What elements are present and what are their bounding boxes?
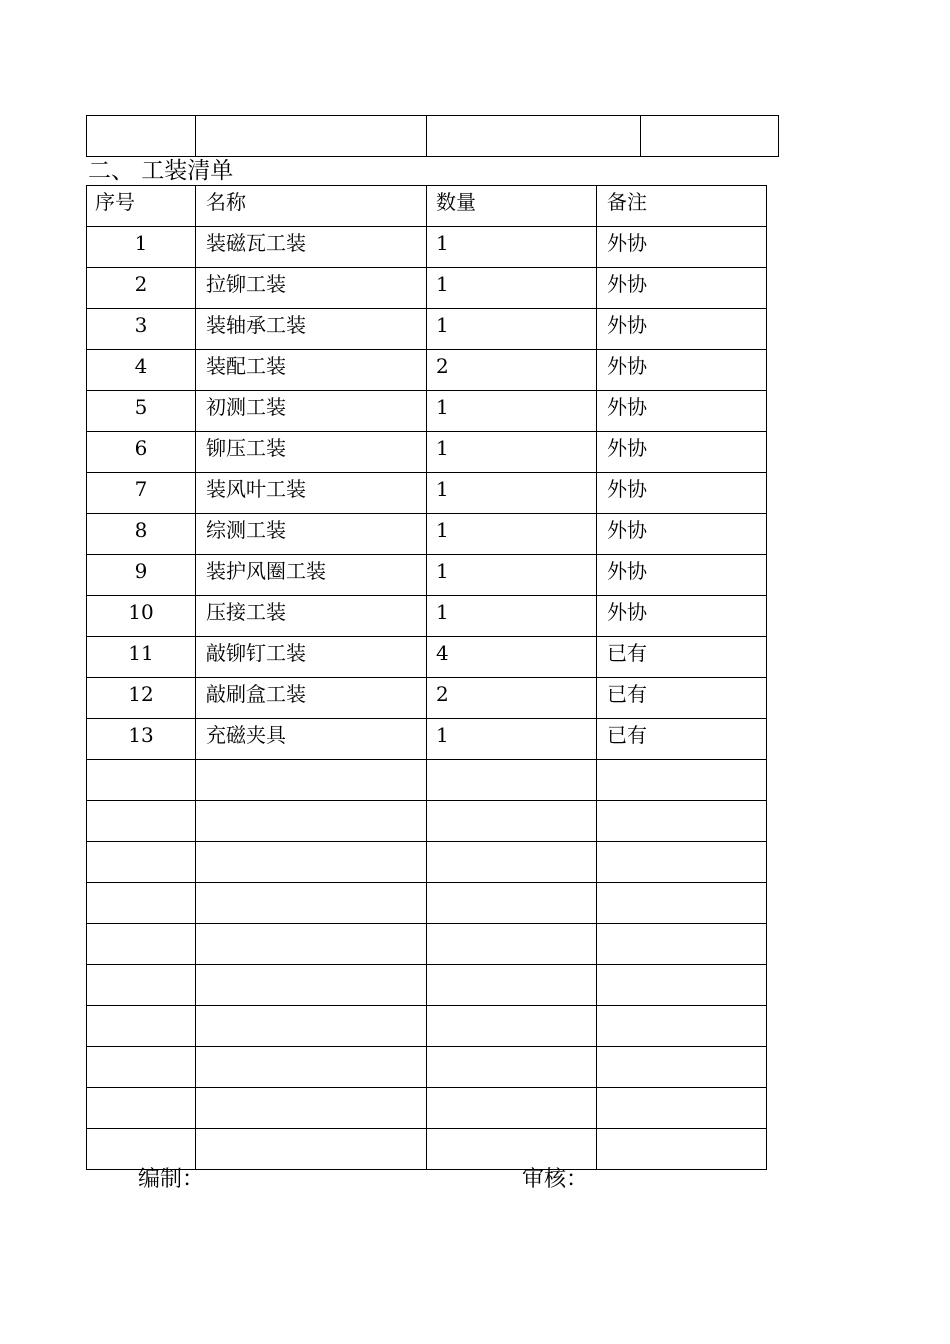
cell-no <box>87 719 196 760</box>
cell-remark-text: 外协 <box>607 231 647 255</box>
cell-no-text <box>87 801 195 806</box>
cell-remark <box>597 309 767 350</box>
cell-remark-text: 外协 <box>607 518 647 542</box>
cell-remark <box>597 924 767 965</box>
cell-qty-text: 1 <box>436 231 449 255</box>
cell-qty-text <box>427 1088 596 1093</box>
cell-name-text <box>196 965 426 970</box>
cell-no <box>87 678 196 719</box>
reviewed-by-label: 审核： <box>522 1167 589 1192</box>
cell-no <box>87 842 196 883</box>
cell-no-text: 4 <box>134 354 148 378</box>
cell-no <box>87 268 196 309</box>
cell-remark <box>597 1088 767 1129</box>
cell-name-text: 初测工装 <box>206 395 286 419</box>
table-row <box>87 1088 767 1129</box>
cell-name <box>196 883 427 924</box>
cell-no <box>87 637 196 678</box>
cell-name-text <box>196 1047 426 1052</box>
table-row <box>87 965 767 1006</box>
cell-no-text: 2 <box>134 272 148 296</box>
cell-name-text: 装磁瓦工装 <box>206 231 306 255</box>
header-qty-label: 数量 <box>436 190 476 214</box>
cell-qty <box>427 227 597 268</box>
cell-remark <box>597 965 767 1006</box>
cell-qty <box>427 473 597 514</box>
cell-remark-text: 外协 <box>607 313 647 337</box>
cell-qty-text: 1 <box>436 436 449 460</box>
cell-no <box>87 965 196 1006</box>
table-cell <box>87 116 196 157</box>
cell-no <box>87 514 196 555</box>
cell-no <box>87 432 196 473</box>
cell-no-text: 7 <box>134 477 148 501</box>
cell-qty-text <box>427 924 596 929</box>
cell-no <box>87 1129 196 1170</box>
table-cell <box>196 116 427 157</box>
cell-name <box>196 227 427 268</box>
cell-remark-text <box>597 924 766 929</box>
cell-remark <box>597 1129 767 1170</box>
cell-qty <box>427 883 597 924</box>
cell-remark <box>597 555 767 596</box>
cell-remark <box>597 268 767 309</box>
cell-remark <box>597 473 767 514</box>
cell-no-text: 12 <box>128 682 154 706</box>
cell-qty-text <box>427 1129 596 1134</box>
cell-remark <box>597 842 767 883</box>
cell-remark-text: 外协 <box>607 436 647 460</box>
cell-name <box>196 719 427 760</box>
table-row <box>87 432 767 473</box>
cell-qty <box>427 801 597 842</box>
cell-name-text <box>196 760 426 765</box>
cell-no <box>87 555 196 596</box>
cell-name-text: 压接工装 <box>206 600 286 624</box>
header-no-label: 序号 <box>95 190 135 214</box>
cell-remark-text <box>597 1129 766 1134</box>
cell-remark-text: 外协 <box>607 477 647 501</box>
cell-no-text: 9 <box>134 559 148 583</box>
cell-qty <box>427 514 597 555</box>
cell-no <box>87 596 196 637</box>
cell-remark <box>597 637 767 678</box>
cell-qty <box>427 391 597 432</box>
header-remark <box>597 186 767 227</box>
cell-no-text <box>87 1006 195 1011</box>
cell-qty <box>427 555 597 596</box>
cell-remark <box>597 719 767 760</box>
cell-name-text: 敲刷盒工装 <box>206 682 306 706</box>
cell-no-text: 6 <box>134 436 148 460</box>
cell-remark <box>597 391 767 432</box>
cell-name <box>196 309 427 350</box>
cell-qty <box>427 924 597 965</box>
cell-qty <box>427 1047 597 1088</box>
table-row <box>87 350 767 391</box>
cell-remark <box>597 1006 767 1047</box>
cell-remark <box>597 801 767 842</box>
cell-remark <box>597 514 767 555</box>
table-row <box>87 391 767 432</box>
cell-name <box>196 432 427 473</box>
cell-remark-text <box>597 842 766 847</box>
cell-name-text: 拉铆工装 <box>206 272 286 296</box>
cell-qty-text <box>427 1006 596 1011</box>
cell-remark-text <box>597 801 766 806</box>
cell-no <box>87 391 196 432</box>
table-row <box>87 883 767 924</box>
cell-name-text: 铆压工装 <box>206 436 286 460</box>
cell-no <box>87 350 196 391</box>
cell-remark-text: 已有 <box>607 682 647 706</box>
cell-no-text <box>87 842 195 847</box>
cell-name <box>196 596 427 637</box>
header-name-label: 名称 <box>206 190 246 214</box>
cell-name-text <box>196 883 426 888</box>
cell-qty-text: 1 <box>436 313 449 337</box>
cell-remark <box>597 227 767 268</box>
cell-no-text <box>87 1047 195 1052</box>
cell-name-text <box>196 1006 426 1011</box>
cell-name <box>196 637 427 678</box>
cell-qty <box>427 678 597 719</box>
cell-name-text: 装风叶工装 <box>206 477 306 501</box>
cell-name <box>196 1129 427 1170</box>
cell-no <box>87 883 196 924</box>
cell-qty <box>427 1006 597 1047</box>
cell-name <box>196 678 427 719</box>
table-row <box>87 1047 767 1088</box>
table-row <box>87 719 767 760</box>
cell-qty-text: 1 <box>436 723 449 747</box>
header-no <box>87 186 196 227</box>
header-name <box>196 186 427 227</box>
cell-name <box>196 965 427 1006</box>
cell-qty-text: 1 <box>436 559 449 583</box>
cell-no-text: 10 <box>128 600 154 624</box>
cell-name-text <box>196 1129 426 1134</box>
previous-table-fragment <box>86 115 779 157</box>
cell-no-text <box>87 883 195 888</box>
cell-no <box>87 309 196 350</box>
cell-qty-text: 2 <box>436 682 449 706</box>
cell-remark <box>597 760 767 801</box>
cell-qty-text: 1 <box>436 395 449 419</box>
cell-qty-text: 2 <box>436 354 449 378</box>
cell-remark <box>597 883 767 924</box>
section-title: 二、 工装清单 <box>88 158 234 184</box>
cell-remark <box>597 596 767 637</box>
cell-qty-text: 1 <box>436 600 449 624</box>
cell-no <box>87 473 196 514</box>
table-row <box>87 801 767 842</box>
cell-name-text: 装配工装 <box>206 354 286 378</box>
cell-no-text <box>87 924 195 929</box>
cell-name <box>196 473 427 514</box>
cell-qty <box>427 350 597 391</box>
cell-name-text: 综测工装 <box>206 518 286 542</box>
table-row <box>87 842 767 883</box>
cell-name <box>196 760 427 801</box>
cell-qty-text <box>427 801 596 806</box>
table-cell <box>641 116 779 157</box>
cell-no-text <box>87 1129 195 1134</box>
table-row <box>87 596 767 637</box>
header-qty <box>427 186 597 227</box>
cell-qty-text: 1 <box>436 477 449 501</box>
cell-name <box>196 801 427 842</box>
cell-name-text: 装护风圈工装 <box>206 559 326 583</box>
cell-remark-text <box>597 1047 766 1052</box>
cell-qty-text <box>427 883 596 888</box>
table-row <box>87 514 767 555</box>
cell-qty <box>427 309 597 350</box>
table-row <box>87 268 767 309</box>
tooling-list-table <box>86 185 767 1170</box>
cell-no <box>87 1088 196 1129</box>
cell-name-text <box>196 1088 426 1093</box>
cell-name <box>196 555 427 596</box>
cell-remark-text: 外协 <box>607 559 647 583</box>
cell-name-text: 敲铆钉工装 <box>206 641 306 665</box>
table-row <box>87 227 767 268</box>
cell-no <box>87 1006 196 1047</box>
cell-qty <box>427 637 597 678</box>
cell-no <box>87 760 196 801</box>
cell-no <box>87 924 196 965</box>
cell-no-text: 5 <box>134 395 148 419</box>
cell-name-text <box>196 924 426 929</box>
cell-name <box>196 514 427 555</box>
cell-remark <box>597 350 767 391</box>
cell-no-text: 1 <box>134 231 148 255</box>
cell-qty-text <box>427 965 596 970</box>
cell-name <box>196 350 427 391</box>
cell-remark-text <box>597 1006 766 1011</box>
cell-qty <box>427 719 597 760</box>
cell-qty <box>427 965 597 1006</box>
cell-remark-text: 外协 <box>607 395 647 419</box>
table-row <box>87 1006 767 1047</box>
cell-name <box>196 924 427 965</box>
cell-qty <box>427 1088 597 1129</box>
cell-name <box>196 1006 427 1047</box>
table-row <box>87 760 767 801</box>
cell-remark-text: 外协 <box>607 354 647 378</box>
cell-no-text: 11 <box>128 641 154 665</box>
cell-name <box>196 1088 427 1129</box>
cell-no-text: 3 <box>134 313 148 337</box>
table-header-row <box>87 186 767 227</box>
cell-remark-text: 已有 <box>607 723 647 747</box>
cell-qty <box>427 760 597 801</box>
cell-name-text <box>196 801 426 806</box>
cell-no-text <box>87 1088 195 1093</box>
cell-remark-text <box>597 1088 766 1093</box>
cell-remark-text <box>597 760 766 765</box>
prepared-by-label: 编制： <box>138 1167 205 1192</box>
cell-remark-text <box>597 883 766 888</box>
cell-name-text: 装轴承工装 <box>206 313 306 337</box>
cell-no <box>87 227 196 268</box>
cell-qty-text <box>427 760 596 765</box>
cell-no <box>87 801 196 842</box>
cell-qty <box>427 596 597 637</box>
cell-name <box>196 842 427 883</box>
cell-qty <box>427 842 597 883</box>
table-row <box>87 678 767 719</box>
cell-remark-text: 外协 <box>607 600 647 624</box>
table-row <box>87 924 767 965</box>
cell-qty-text <box>427 1047 596 1052</box>
cell-name-text: 充磁夹具 <box>206 723 286 747</box>
cell-no-text: 13 <box>128 723 154 747</box>
cell-no-text: 8 <box>134 518 148 542</box>
table-row <box>87 116 779 157</box>
cell-qty <box>427 1129 597 1170</box>
cell-qty <box>427 268 597 309</box>
cell-no-text <box>87 965 195 970</box>
cell-no <box>87 1047 196 1088</box>
table-row <box>87 309 767 350</box>
table-row <box>87 555 767 596</box>
cell-remark <box>597 1047 767 1088</box>
table-row <box>87 473 767 514</box>
cell-no-text <box>87 760 195 765</box>
table-row <box>87 637 767 678</box>
cell-name <box>196 391 427 432</box>
cell-name <box>196 1047 427 1088</box>
table-cell <box>427 116 641 157</box>
cell-name <box>196 268 427 309</box>
cell-qty-text: 4 <box>436 641 449 665</box>
cell-name-text <box>196 842 426 847</box>
cell-qty-text: 1 <box>436 272 449 296</box>
table-row <box>87 1129 767 1170</box>
cell-remark <box>597 432 767 473</box>
cell-remark-text: 外协 <box>607 272 647 296</box>
cell-remark <box>597 678 767 719</box>
cell-remark-text: 已有 <box>607 641 647 665</box>
cell-qty-text: 1 <box>436 518 449 542</box>
header-remark-label: 备注 <box>607 190 647 214</box>
cell-remark-text <box>597 965 766 970</box>
cell-qty-text <box>427 842 596 847</box>
cell-qty <box>427 432 597 473</box>
